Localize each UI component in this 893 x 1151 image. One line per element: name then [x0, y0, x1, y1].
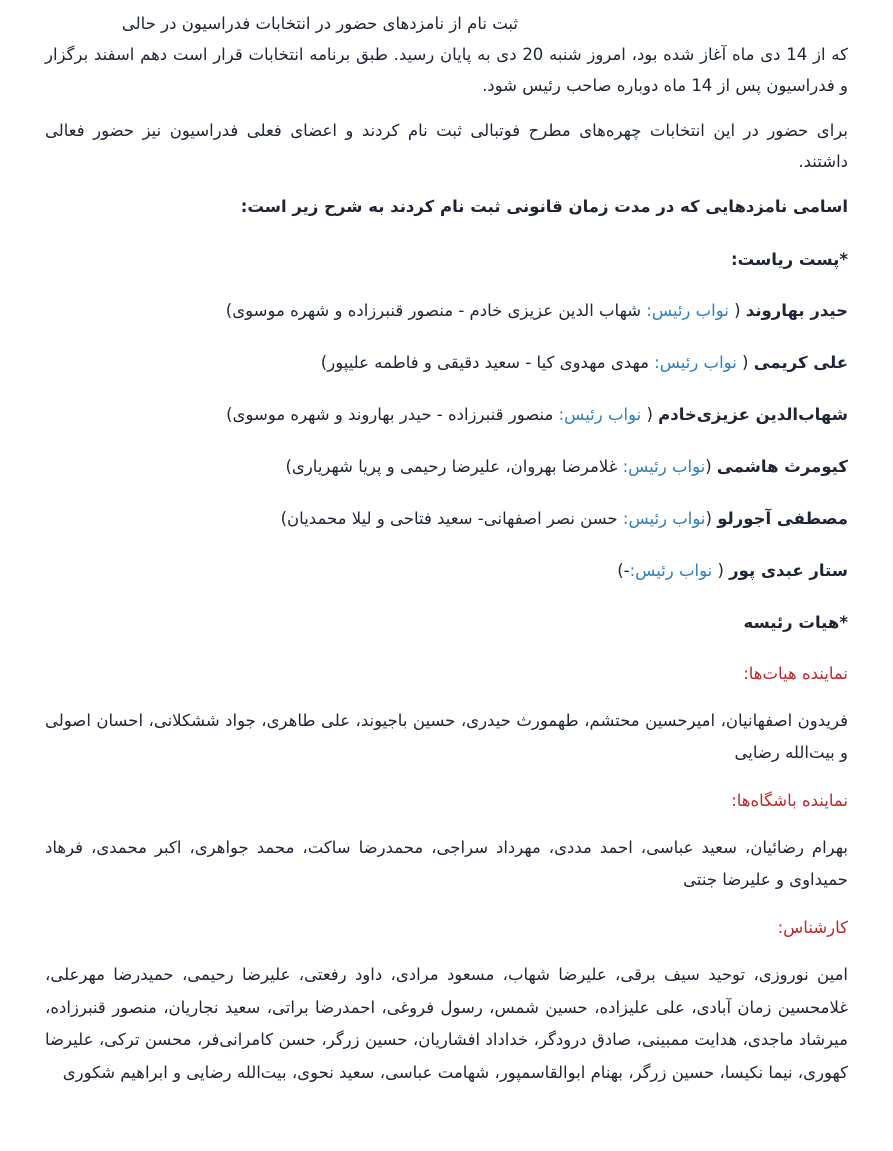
- group-names: امین نوروزی، توحید سیف برقی، علیرضا شهاب، مسعود مرادی، داود رفعتی، علیرضا رحیمی، حمیدرضا مهرعلی، غلامحسین زمان آبادی، علی علیزاده، حسین شمس، رسول فروغی، احمدرضا براتی، سعید نجاریان، منصور قنبرزاده، میرشاد ماجدی، هدایت ممبینی، صادق درودگر، خداداد افشاریان، حسین زرگر، حسن کامرانی‌فر، محسن ترکی، علیرضا کهوری، نیما نکیسا، حسین زرگر، بهنام ابوالقاسمپور، شهامت عباسی، سعید نحوی، بیت‌الله رضایی و ابراهیم شکوری: [45, 965, 848, 1082]
- deputy-label: نواب رئیس:: [646, 301, 729, 320]
- deputy-label: نواب رئیس:: [654, 353, 737, 372]
- open-paren: (: [705, 509, 718, 528]
- candidate-name: مصطفی آجورلو: [717, 509, 848, 528]
- candidates-list-intro: اسامی نامزدهایی که در مدت زمان قانونی ثبت نام کردند به شرح زیر است:: [240, 197, 848, 216]
- open-paren: (: [705, 457, 717, 476]
- candidate-row: [45, 451, 848, 482]
- candidate-row: [45, 503, 848, 534]
- open-paren: (: [641, 405, 659, 424]
- deputy-label: نواب رئیس:: [622, 509, 706, 528]
- presidency-candidates: [45, 295, 848, 586]
- board-group-councils: [45, 658, 848, 769]
- board-group-clubs: [45, 785, 848, 896]
- deputy-names: غلامرضا بهروان، علیرضا رحیمی و پریا شهریاری): [285, 457, 623, 476]
- deputy-names: شهاب الدین عزیزی خادم - منصور قنبرزاده و شهره موسوی): [225, 301, 647, 320]
- board-heading: *هیات رئیسه: [743, 613, 848, 632]
- open-paren: (: [736, 353, 754, 372]
- deputy-names: منصور قنبرزاده - حیدر بهاروند و شهره موسوی): [226, 405, 559, 424]
- open-paren: (: [728, 301, 746, 320]
- candidate-name: علی کریمی: [753, 353, 848, 372]
- deputy-names: حسن نصر اصفهانی- سعید فتاحی و لیلا محمدیان): [280, 509, 623, 528]
- candidate-row: [45, 347, 848, 378]
- candidate-name: کیومرث هاشمی: [716, 457, 848, 476]
- group-heading: کارشناس:: [777, 918, 848, 937]
- deputy-names: مهدی مهدوی کیا - سعید دقیقی و فاطمه علیپور): [320, 353, 655, 372]
- group-heading: نماینده باشگاه‌ها:: [731, 791, 848, 810]
- deputy-label: نواب رئیس:: [558, 405, 642, 424]
- candidate-row: [45, 399, 848, 430]
- open-paren: (: [712, 561, 730, 580]
- candidate-name: ستار عبدی پور: [729, 561, 848, 580]
- group-names: بهرام رضائیان، سعید عباسی، احمد مددی، مهرداد سراجی، محمدرضا ساکت، محمد جواهری، اکبر محمدی، فرهاد حمیداوی و علیرضا جنتی: [45, 838, 848, 889]
- deputy-label: نواب رئیس:: [629, 561, 713, 580]
- deputy-names: -): [617, 561, 630, 580]
- candidate-name: شهاب‌الدین عزیزی‌خادم: [658, 405, 848, 424]
- intro-line-2: که از 14 دی ماه آغاز شده بود، امروز شنبه 20 دی به پایان رسید. طبق برنامه انتخابات قرار است دهم اسفند برگزار و فدراسیون پس از 14 ماه دوباره صاحب رئیس شود.: [45, 45, 849, 95]
- candidate-row: [45, 555, 848, 586]
- intro-paragraph: [45, 8, 848, 101]
- intro-line-1: ثبت نام از نامزدهای حضور در انتخابات فدراسیون در حالی: [121, 14, 518, 33]
- attendance-paragraph: برای حضور در این انتخابات چهره‌های مطرح فوتبالی ثبت نام کردند و اعضای فعلی فدراسیون نیز حضور فعالی داشتند.: [45, 121, 848, 171]
- candidate-name: حیدر بهاروند: [745, 301, 848, 320]
- group-heading: نماینده هیات‌ها:: [743, 664, 848, 683]
- group-names: فریدون اصفهانیان، امیرحسین محتشم، طهمورث حیدری، حسین باجیوند، علی طاهری، جواد ششکلانی، احسان اصولی و بیت‌الله رضایی: [45, 711, 848, 762]
- deputy-label: نواب رئیس:: [622, 457, 706, 476]
- presidency-heading: *پست ریاست:: [730, 250, 848, 269]
- candidate-row: [45, 295, 848, 326]
- board-group-experts: [45, 912, 848, 1089]
